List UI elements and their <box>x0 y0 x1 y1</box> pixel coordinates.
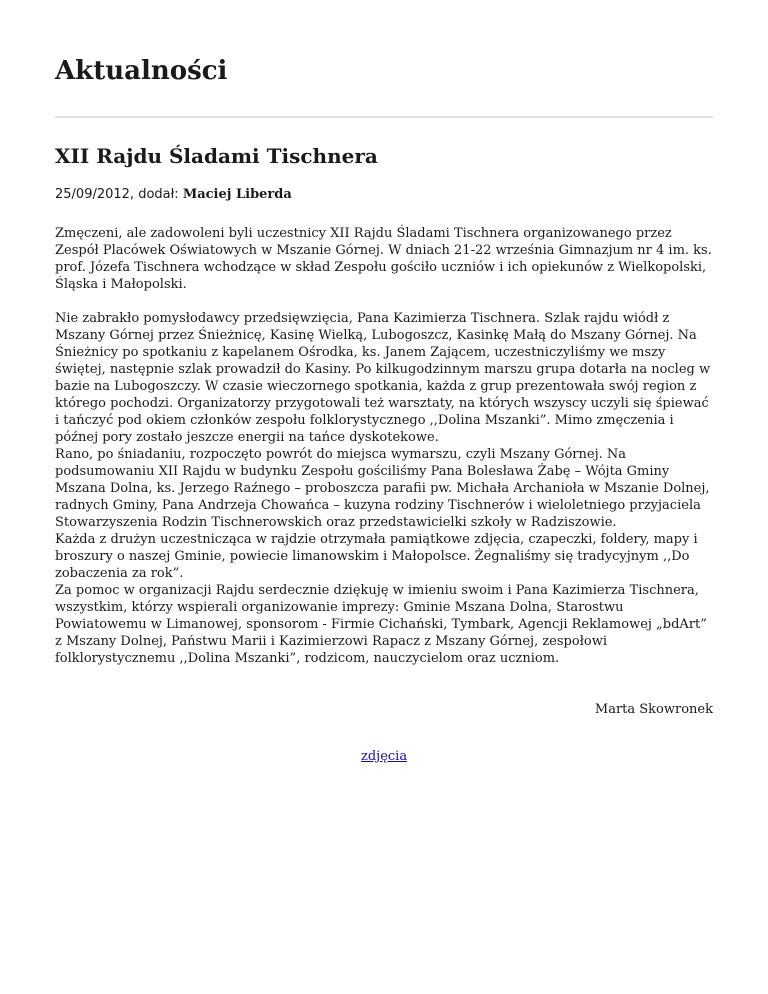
article-paragraph: Za pomoc w organizacji Rajdu serdecznie dziękuję w imieniu swoim i Pana Kazimierza Tischnera, wszystkim, którzy wspierali organizowanie imprezy: Gminie Mszana Dolna, Starostwu Powiatowemu w Limanowej, sponsorom - Firmie Cichański, Tymbark, Agencji Reklamowej „bdArt” z Mszany Dolnej, Państwu Marii i Kazimierzowi Rapacz z Mszany Górnej, zespołowi folklorystycznemu ,,Dolina Mszanki”, rodzicom, nauczycielom oraz uczniom. <box>55 583 707 666</box>
article-paragraph: Zmęczeni, ale zadowoleni byli uczestnicy XII Rajdu Śladami Tischnera organizowanego przez Zespół Placówek Oświatowych w Mszanie Górnej. W dniach 21-22 września Gimnazjum nr 4 im. ks. prof. Józefa Tischnera wchodzące w skład Zespołu gościło uczniów i ich opiekunów z Wielkopolski, Śląska i Małopolski. <box>55 226 712 292</box>
article-title: XII Rajdu Śladami Tischnera <box>55 144 378 168</box>
article-paragraph: Nie zabrakło pomysłodawcy przedsięwzięcia, Pana Kazimierza Tischnera. Szlak rajdu wiódł z Mszany Górnej przez Śnieżnicę, Kasinę Wielką, Lubogoszcz, Kasinkę Małą do Mszany Górnej. Na Śnieżnicy po spotkaniu z kapelanem Ośrodka, ks. Janem Zającem, uczestniczyliśmy we mszy świętej, następnie szlak prowadził do Kasiny. Po kilkugodzinnym marszu grupa dotarła na nocleg w bazie na Lubogoszczy. W czasie wieczornego spotkania, każda z grup prezentowała swój region z którego pochodzi. Organizatorzy przygotowali też warsztaty, na których wszyscy uczyli się śpiewać i tańczyć pod okiem członków zespołu folklorystycznego ,,Dolina Mszanki”. Mimo zmęczenia i późnej pory zostało jeszcze energii na tańce dyskotekowe. <box>55 311 711 445</box>
article-author: Maciej Liberda <box>182 187 292 202</box>
article <box>55 143 713 765</box>
section-divider <box>55 116 713 118</box>
news-page <box>55 0 713 765</box>
photos-link[interactable]: zdjęcia <box>361 749 408 764</box>
photos-link-row <box>55 748 713 765</box>
article-paragraph: Każda z drużyn uczestnicząca w rajdzie otrzymała pamiątkowe zdjęcia, czapeczki, foldery, mapy i broszury o naszej Gminie, powiecie limanowskim i Małopolsce. Żegnaliśmy się tradycyjnym ,,Do zobaczenia za rok”. <box>55 532 698 581</box>
article-meta <box>55 186 713 204</box>
article-date: 25/09/2012, dodał: <box>55 187 183 202</box>
article-signature: Marta Skowronek <box>594 702 713 717</box>
section-title: Aktualności <box>55 56 228 86</box>
article-paragraph: Rano, po śniadaniu, rozpoczęto powrót do miejsca wymarszu, czyli Mszany Górnej. Na podsumowaniu XII Rajdu w budynku Zespołu gościliśmy Pana Bolesława Żabę – Wójta Gminy Mszana Dolna, ks. Jerzego Raźnego – proboszcza parafii pw. Michała Archanioła w Mszanie Dolnej, radnych Gminy, Pana Andrzeja Chowańca – kuzyna rodziny Tischnerów i wieloletniego przyjaciela Stowarzyszenia Rodzin Tischnerowskich oraz przedstawicielki szkoły w Radziszowie. <box>55 447 710 530</box>
